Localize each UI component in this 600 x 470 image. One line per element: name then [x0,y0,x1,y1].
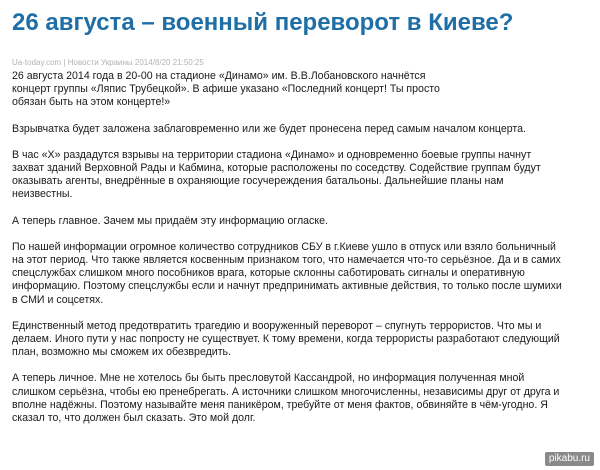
text-line: неизвестны. [12,188,73,201]
text-line: план, возможно мы сможем их обезвредить. [12,346,232,359]
text-line: А теперь личное. Мне не хотелось бы быть пресловутой Кассандрой, но информация полученная мной [12,372,525,385]
text-line: захват зданий Верховной Рады и Кабмина, которые расположены по соседству. Содействие группам будут [12,162,541,175]
text-line: А теперь главное. Зачем мы придаём эту информацию огласке. [12,214,328,227]
text-line: информацию. Поэтому спецслужбы если и начнут предпринимать активные действия, то только после шумихи [12,280,562,293]
paragraph [12,149,592,202]
paragraph [12,123,592,136]
article-title: 26 августа – военный переворот в Киеве? [12,9,514,36]
text-line: оказывать агенты, внедрённые в охраняющие госучереждения батальоны. Дальнейшие планы нам [12,175,504,188]
text-line: В час «Х» раздадутся взрывы на территории стадиона «Динамо» и одновременно боевые группы начнут [12,148,532,161]
text-line: Взрывчатка будет заложена заблаговременно или же будет пронесена перед самым началом концерта. [12,122,526,135]
text-line: обязан быть на этом концерте!» [12,96,171,109]
article-meta: Ua-today.com | Новости Украины 2014/8/20 21:50:25 [12,58,204,67]
text-line: на этот период. Что также является косвенным признаком того, что намечается что-то серьёзное. Да и в самих [12,254,561,267]
text-line: слишком серьёзна, чтобы ею пренебрегать. А источники слишком многочисленны, независимы друг от друга и [12,385,560,398]
text-line: 26 августа 2014 года в 20-00 на стадионе «Динамо» им. В.В.Лобановского начнётся [12,70,426,82]
paragraph-intro [12,70,592,110]
text-line: делаем. Иного пути у нас попросту не существует. К тому времени, когда террористы разработают следующий [12,333,560,346]
text-line: спецслужбах слишком много пособников врага, которые склонны саботировать сигналы и оперативную [12,267,525,280]
text-line: в СМИ и соцсетях. [12,293,104,306]
watermark-badge: pikabu.ru [545,452,594,466]
text-line: По нашей информации огромное количество сотрудников СБУ в г.Киеве ушло в отпуск или взяло больничный [12,240,556,253]
text-line: сказал то, что должен был сказать. Это мой долг. [12,412,256,425]
text-line: концерт группы «Ляпис Трубецкой». В афише указано «Последний концерт! Ты просто [12,83,440,96]
paragraph [12,320,592,360]
article-body [12,70,592,438]
text-line: Единственный метод предотвратить трагедию и вооруженный переворот – спугнуть террористов. Что мы и [12,319,542,332]
paragraph [12,215,592,228]
paragraph [12,372,592,425]
paragraph [12,241,592,307]
text-line: вполне надёжны. Поэтому называйте меня паникёром, требуйте от меня фактов, обвиняйте в чём-угодно. Я [12,398,548,411]
